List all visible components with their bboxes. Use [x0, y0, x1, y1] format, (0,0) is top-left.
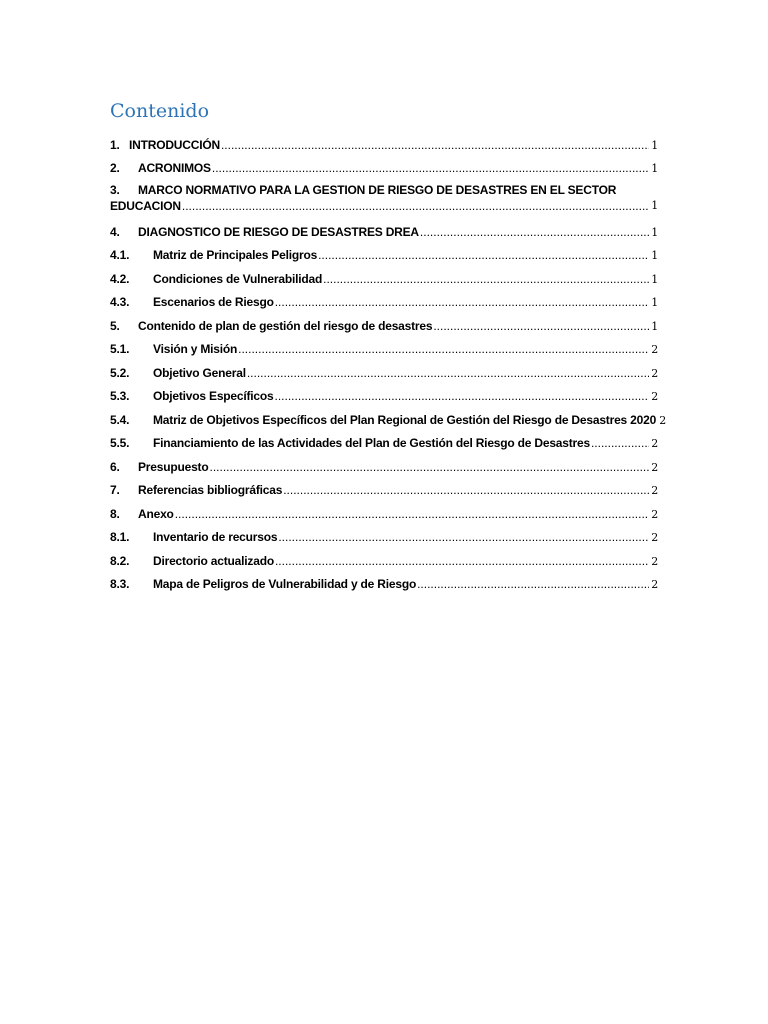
toc-entry-page: 1: [651, 296, 658, 309]
toc-entry-page: 2: [651, 531, 658, 544]
toc-entry-page: 2: [651, 507, 658, 521]
toc-entry-text: Directorio actualizado: [153, 553, 274, 568]
toc-dot-leader: [417, 577, 649, 591]
toc-entry-page: 2: [651, 554, 658, 568]
toc-entry[interactable]: [110, 474, 658, 498]
toc-title: Contenido: [110, 100, 210, 122]
toc-entry-text: Condiciones de Vulnerabilidad: [153, 271, 323, 286]
toc-entry-number: 4.1.: [110, 248, 130, 262]
toc-entry[interactable]: [110, 215, 658, 239]
toc-entry-number: 8.2.: [110, 553, 130, 568]
toc-entry-number: 5.: [110, 318, 120, 333]
toc-entry[interactable]: [110, 427, 658, 451]
toc-dot-leader: [318, 248, 649, 262]
toc-entry[interactable]: [110, 175, 658, 215]
toc-entry[interactable]: [110, 403, 667, 427]
toc-entry[interactable]: [110, 239, 658, 263]
toc-entry-page: 1: [651, 162, 658, 175]
toc-entry-number: 4.: [110, 224, 120, 239]
toc-entry-text: MARCO NORMATIVO PARA LA GESTION DE RIESGO DE DESASTRES EN EL SECTOR: [138, 183, 617, 197]
toc-entry[interactable]: [110, 309, 658, 333]
toc-entry[interactable]: [110, 333, 658, 357]
toc-entry-number: 2.: [110, 161, 120, 175]
toc-entry-text: Referencias bibliográficas: [138, 483, 283, 497]
toc-entry-text: Mapa de Peligros de Vulnerabilidad y de Riesgo: [153, 577, 417, 591]
toc-entry-number: 5.4.: [110, 412, 130, 427]
toc-dot-leader: [221, 138, 649, 152]
toc-entry-page: 2: [651, 437, 658, 450]
toc-dot-leader: [275, 295, 649, 309]
toc-entry-text: ACRONIMOS: [138, 161, 211, 175]
toc-entry-number: 5.3.: [110, 389, 130, 403]
toc-dot-leader: [275, 554, 649, 568]
toc-entry-number: 3.: [110, 183, 120, 197]
toc-entry-text: Contenido de plan de gestión del riesgo de desastres: [138, 318, 433, 333]
toc-entry-page: 1: [651, 199, 658, 212]
table-of-contents: [110, 98, 667, 591]
toc-entry-number: 8.1.: [110, 530, 130, 544]
toc-dot-leader: [283, 483, 649, 497]
toc-entry[interactable]: [110, 380, 658, 404]
toc-entry[interactable]: [110, 450, 658, 474]
toc-dot-leader: [238, 342, 649, 356]
toc-entry-text: Anexo: [138, 506, 174, 521]
toc-dot-leader: [433, 319, 649, 333]
toc-entry-number: 1.: [110, 137, 120, 152]
toc-dot-leader: [278, 530, 649, 544]
toc-entry[interactable]: [110, 497, 658, 521]
toc-entry[interactable]: [110, 544, 658, 568]
toc-entry-number: 8.: [110, 506, 120, 521]
toc-entry-page: 1: [651, 272, 658, 286]
toc-entry-text: Escenarios de Riesgo: [153, 295, 274, 309]
toc-entry[interactable]: [110, 128, 658, 152]
toc-entry[interactable]: [110, 286, 658, 310]
toc-entry-number: 8.3.: [110, 577, 130, 591]
toc-entry-page: 2: [651, 390, 658, 403]
toc-dot-leader: [247, 366, 649, 380]
toc-entry-text: Presupuesto: [138, 459, 209, 474]
toc-entry-text: Inventario de recursos: [153, 530, 278, 544]
toc-entry-text: INTRODUCCIÓN: [129, 137, 220, 152]
toc-dot-leader: [182, 198, 649, 214]
toc-entry-page: 2: [651, 343, 658, 356]
toc-entry[interactable]: [110, 568, 658, 592]
toc-dot-leader: [210, 460, 650, 474]
toc-dot-leader: [275, 389, 649, 403]
toc-entry-number: 6.: [110, 459, 120, 474]
toc-entry[interactable]: [110, 521, 658, 545]
toc-entry-page: 1: [651, 319, 658, 333]
toc-entry[interactable]: [110, 262, 658, 286]
toc-entry[interactable]: [110, 152, 658, 176]
toc-entry-page: 2: [651, 578, 658, 591]
toc-entry-page: 2: [651, 460, 658, 474]
toc-dot-leader: [175, 507, 649, 521]
toc-entry-page: 1: [651, 225, 658, 239]
toc-entry-text: Visión y Misión: [153, 342, 238, 356]
toc-dot-leader: [323, 272, 649, 286]
toc-dot-leader: [591, 436, 649, 450]
toc-entry-number: 5.5.: [110, 436, 130, 450]
toc-entry-page: 1: [651, 138, 658, 152]
toc-entry-number: 5.2.: [110, 365, 130, 380]
toc-entry-text: Objetivos Específicos: [153, 389, 274, 403]
toc-dot-leader: [212, 161, 649, 175]
toc-entry-number: 5.1.: [110, 342, 130, 356]
toc-entry-text: DIAGNOSTICO DE RIESGO DE DESASTRES DREA: [138, 224, 419, 239]
toc-entry-text: Financiamiento de las Actividades del Plan de Gestión del Riesgo de Desastres: [153, 436, 590, 450]
toc-entry-page: 2: [659, 413, 667, 427]
toc-entry-page: 2: [651, 484, 658, 497]
toc-entry-page: 2: [651, 366, 658, 380]
toc-entry-number: 7.: [110, 483, 120, 497]
toc-entry-text: Matriz de Objetivos Específicos del Plan Regional de Gestión del Riesgo de Desastres 2020: [153, 412, 657, 427]
toc-entry-number: 4.3.: [110, 295, 130, 309]
toc-entry-text: Objetivo General: [153, 365, 246, 380]
toc-entry-text-continued: EDUCACION: [110, 199, 181, 213]
toc-dot-leader: [420, 225, 649, 239]
toc-entry[interactable]: [110, 356, 658, 380]
toc-entry-number: 4.2.: [110, 271, 130, 286]
toc-entry-page: 1: [651, 249, 658, 262]
toc-entry-text: Matriz de Principales Peligros: [153, 248, 318, 262]
